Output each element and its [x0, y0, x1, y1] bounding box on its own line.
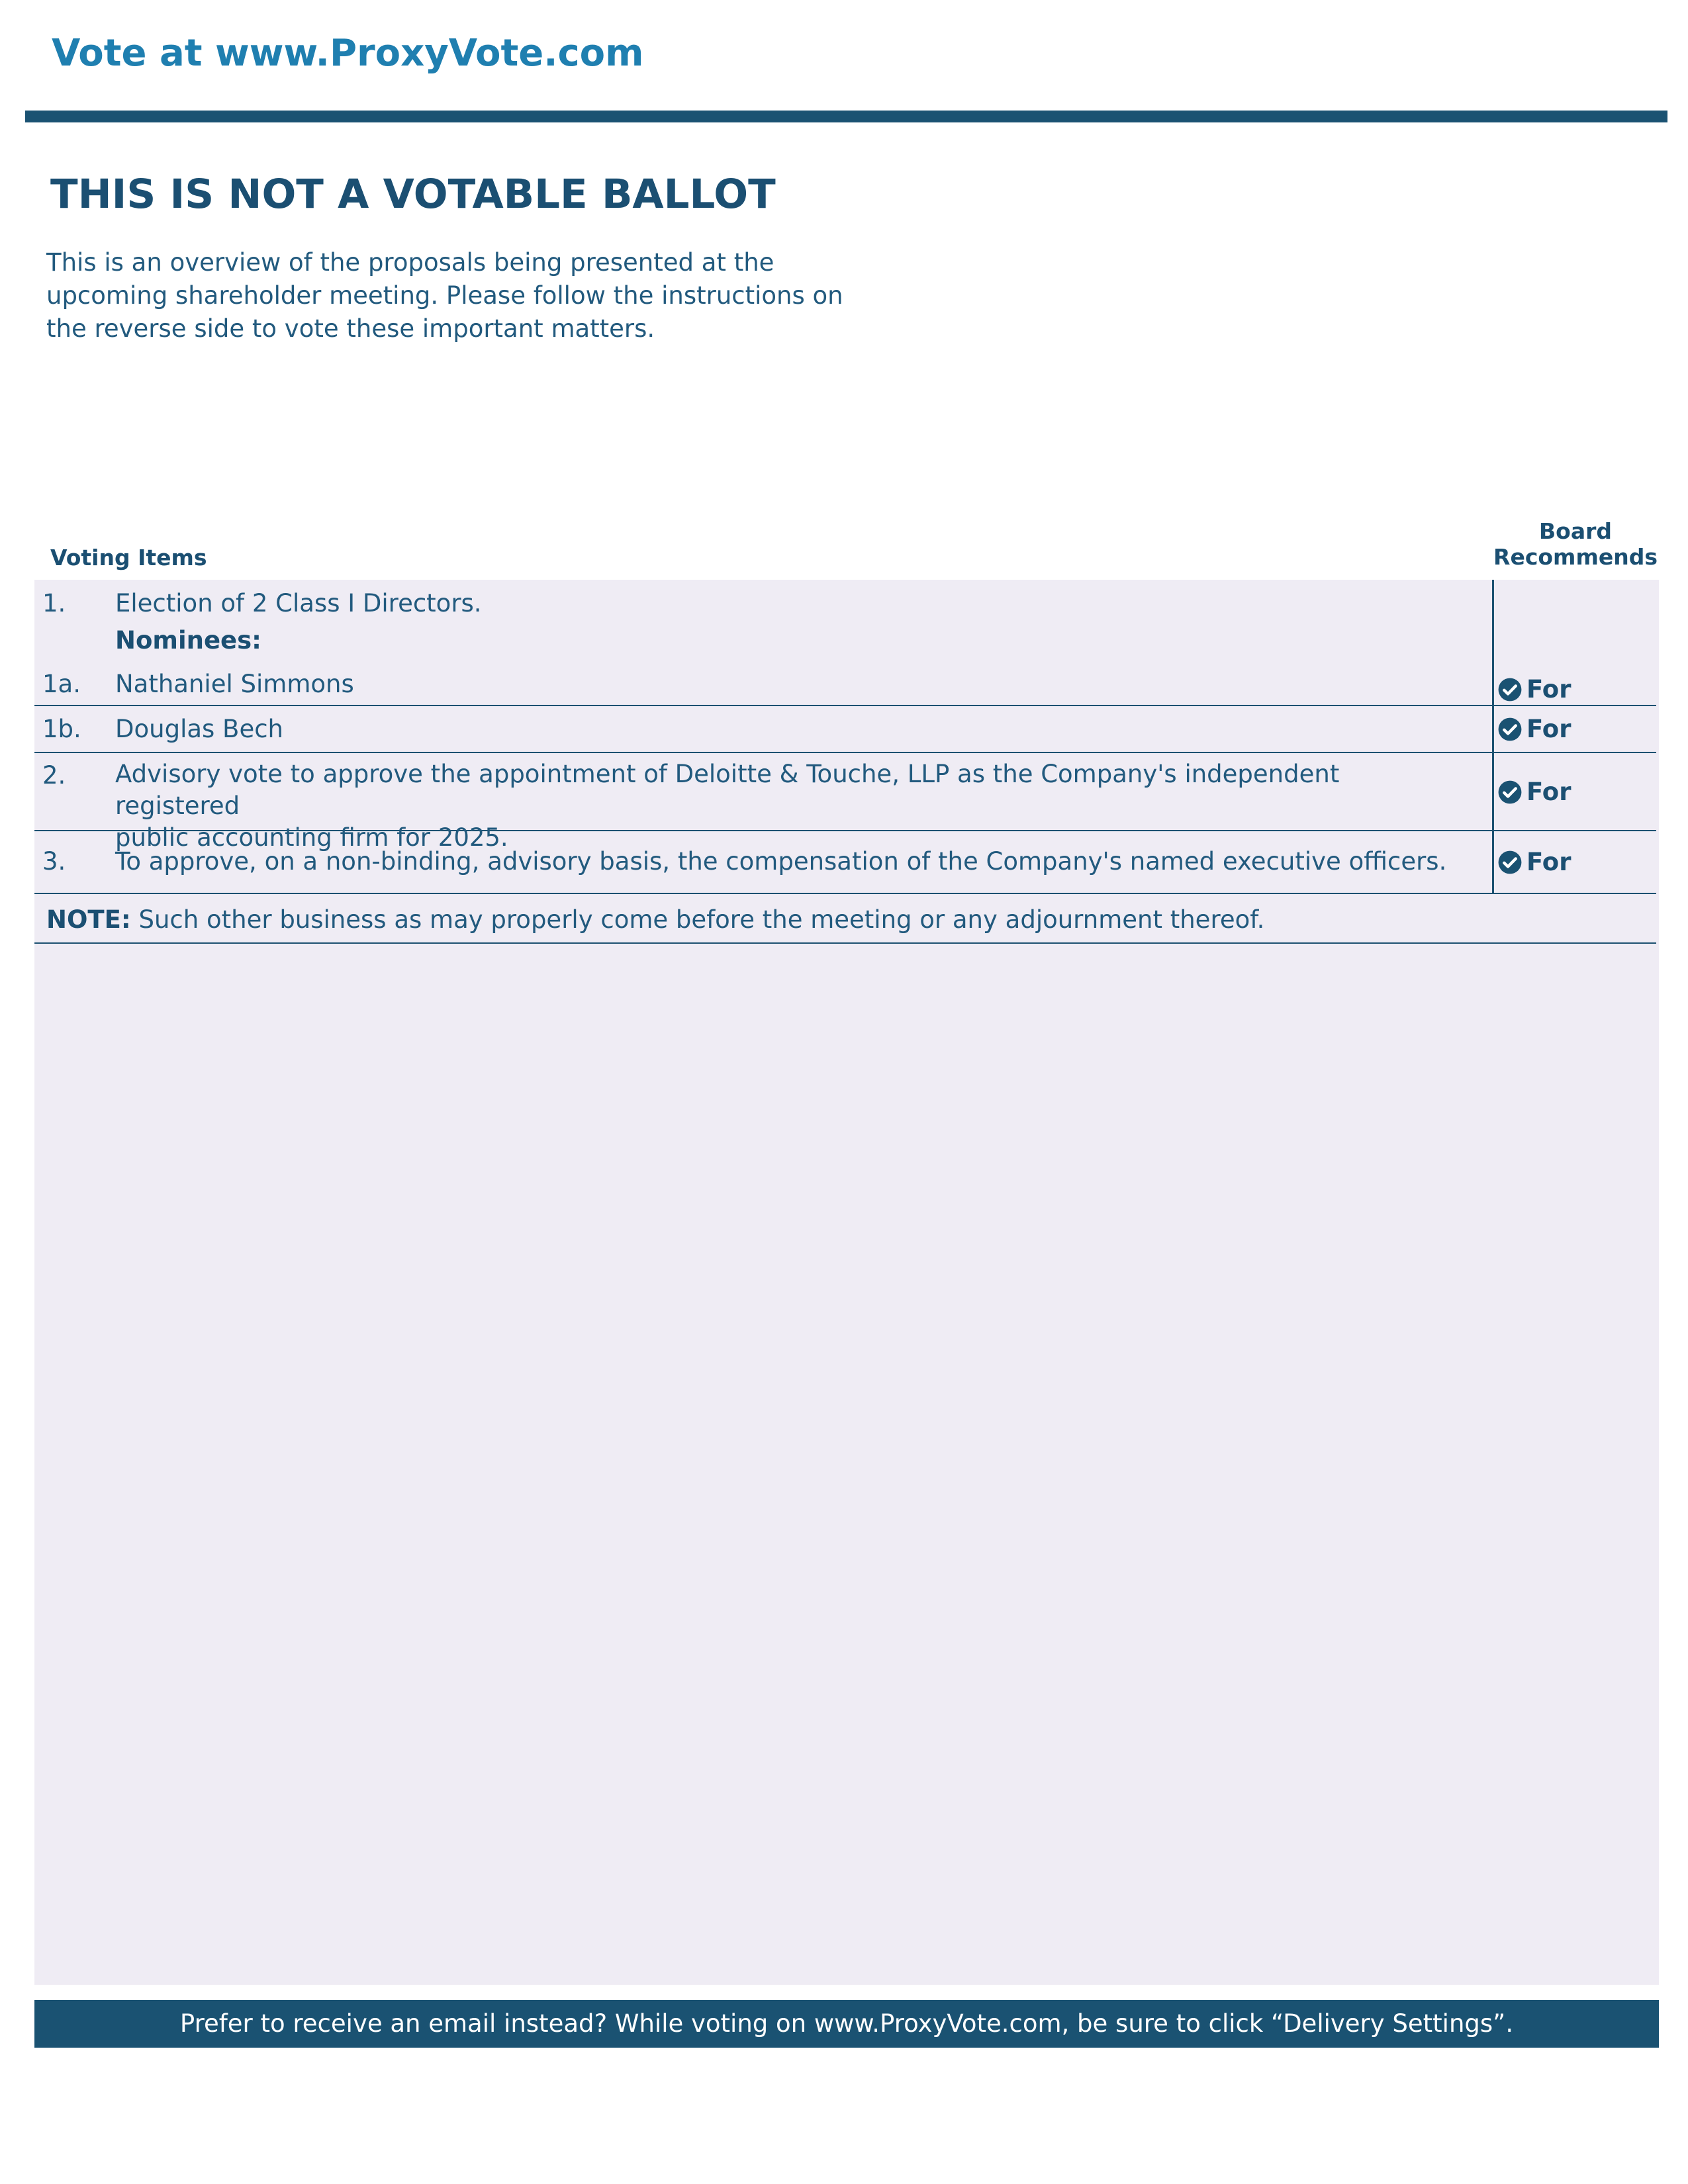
- item-text: To approve, on a non-binding, advisory basis, the compensation of the Company's named executive officers.: [115, 847, 1447, 876]
- recommendation: [1497, 778, 1571, 806]
- item-number: 2.: [42, 761, 66, 790]
- item-number: 3.: [42, 847, 66, 876]
- item-text: Election of 2 Class I Directors.: [115, 589, 482, 617]
- item-text: [115, 758, 1466, 854]
- board-header-line-1: Board: [1539, 518, 1612, 544]
- note-label: NOTE:: [46, 905, 131, 934]
- recommendation: [1497, 848, 1571, 876]
- board-recommends-header: [1483, 518, 1668, 570]
- item-number: 1a.: [42, 670, 81, 698]
- board-header-line-2: Recommends: [1493, 544, 1658, 570]
- check-circle-icon: [1497, 677, 1523, 702]
- check-circle-icon: [1497, 780, 1523, 805]
- row-divider: [34, 893, 1656, 894]
- item-text: Douglas Bech: [115, 715, 283, 743]
- item-number: 1b.: [42, 715, 81, 743]
- intro-paragraph: [46, 246, 874, 345]
- recommendation-label: For: [1526, 778, 1571, 806]
- top-rule: [25, 111, 1667, 122]
- note: [46, 905, 1264, 934]
- intro-line-3: the reverse side to vote these important matters.: [46, 314, 655, 343]
- footer-banner: Prefer to receive an email instead? While voting on www.ProxyVote.com, be sure to click “Delivery Settings”.: [34, 2000, 1659, 2048]
- recommendation: [1497, 715, 1571, 743]
- recommendation-label: For: [1526, 715, 1571, 743]
- nominees-label: Nominees:: [115, 626, 261, 655]
- vote-link[interactable]: Vote at www.ProxyVote.com: [52, 32, 644, 75]
- recommendation-label: For: [1526, 848, 1571, 876]
- item-text-line-1: Advisory vote to approve the appointment of Deloitte & Touche, LLP as the Company's independent registered: [115, 760, 1340, 820]
- page-title: THIS IS NOT A VOTABLE BALLOT: [50, 171, 776, 218]
- check-circle-icon: [1497, 717, 1523, 742]
- intro-line-1: This is an overview of the proposals being presented at the: [46, 248, 774, 277]
- row-divider: [34, 705, 1656, 706]
- check-circle-icon: [1497, 850, 1523, 875]
- voting-items-header: Voting Items: [50, 545, 207, 570]
- row-divider: [34, 752, 1656, 753]
- note-text: Such other business as may properly come before the meeting or any adjournment thereof.: [130, 905, 1265, 934]
- item-text: Nathaniel Simmons: [115, 670, 354, 698]
- intro-line-2: upcoming shareholder meeting. Please follow the instructions on: [46, 281, 843, 310]
- recommendation: [1497, 675, 1571, 704]
- recommendation-label: For: [1526, 675, 1571, 704]
- row-divider: [34, 942, 1656, 944]
- column-divider: [1492, 580, 1494, 893]
- item-number: 1.: [42, 589, 66, 617]
- item-text-line-2: public accounting firm for 2025.: [115, 823, 508, 852]
